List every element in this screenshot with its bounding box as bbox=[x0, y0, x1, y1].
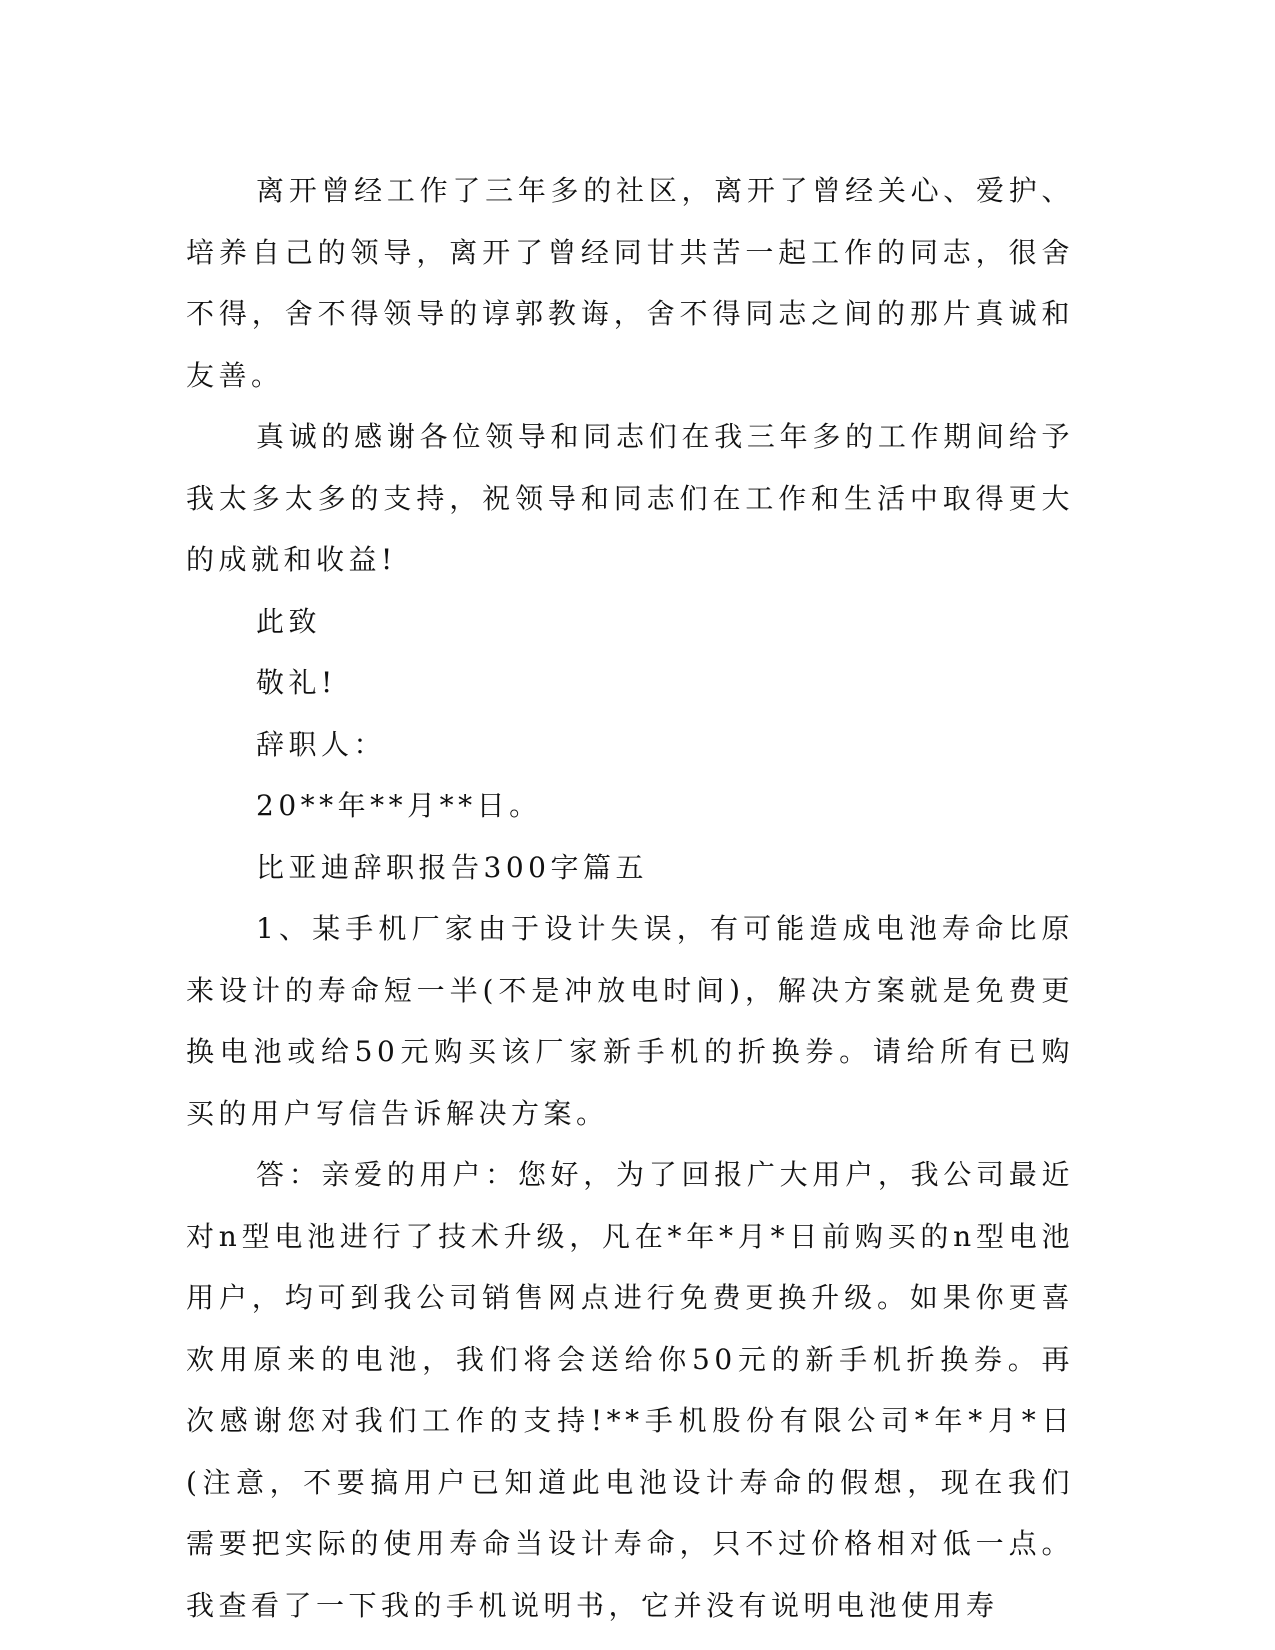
closing-salutation: 此致 bbox=[256, 604, 322, 638]
date-line: 20**年**月**日。 bbox=[256, 789, 542, 822]
paragraph-farewell: 离开曾经工作了三年多的社区，离开了曾经关心、爱护、培养自己的领导，离开了曾经同甘共苦一起工作的同志，很舍不得，舍不得领导的谆郭教诲，舍不得同志之间的那片真诚和友善。 bbox=[186, 174, 1074, 392]
paragraph-thanks: 真诚的感谢各位领导和同志们在我三年多的工作期间给予我太多太多的支持，祝领导和同志们在工作和生活中取得更大的成就和收益! bbox=[186, 420, 1074, 576]
question-paragraph: 1、某手机厂家由于设计失误，有可能造成电池寿命比原来设计的寿命短一半(不是冲放电时间)，解决方案就是免费更换电池或给50元购买该厂家新手机的折换券。请给所有已购买的用户写信告诉解决方案。 bbox=[186, 912, 1074, 1130]
closing-regards: 敬礼! bbox=[256, 666, 337, 699]
document-body bbox=[186, 160, 1074, 1636]
section-heading: 比亚迪辞职报告300字篇五 bbox=[256, 850, 648, 884]
signature-label: 辞职人： bbox=[256, 727, 387, 761]
answer-paragraph: 答：亲爱的用户：您好，为了回报广大用户，我公司最近对n型电池进行了技术升级，凡在*年*月*日前购买的n型电池用户，均可到我公司销售网点进行免费更换升级。如果你更喜欢用原来的电池，我们将会送给你50元的新手机折换券。再次感谢您对我们工作的支持!**手机股份有限公司*年*月*日(注意，不要搞用户已知道此电池设计寿命的假想，现在我们需要把实际的使用寿命当设计寿命，只不过价格相对低一点。我查看了一下我的手机说明书，它并没有说明电池使用寿 bbox=[186, 1158, 1074, 1622]
